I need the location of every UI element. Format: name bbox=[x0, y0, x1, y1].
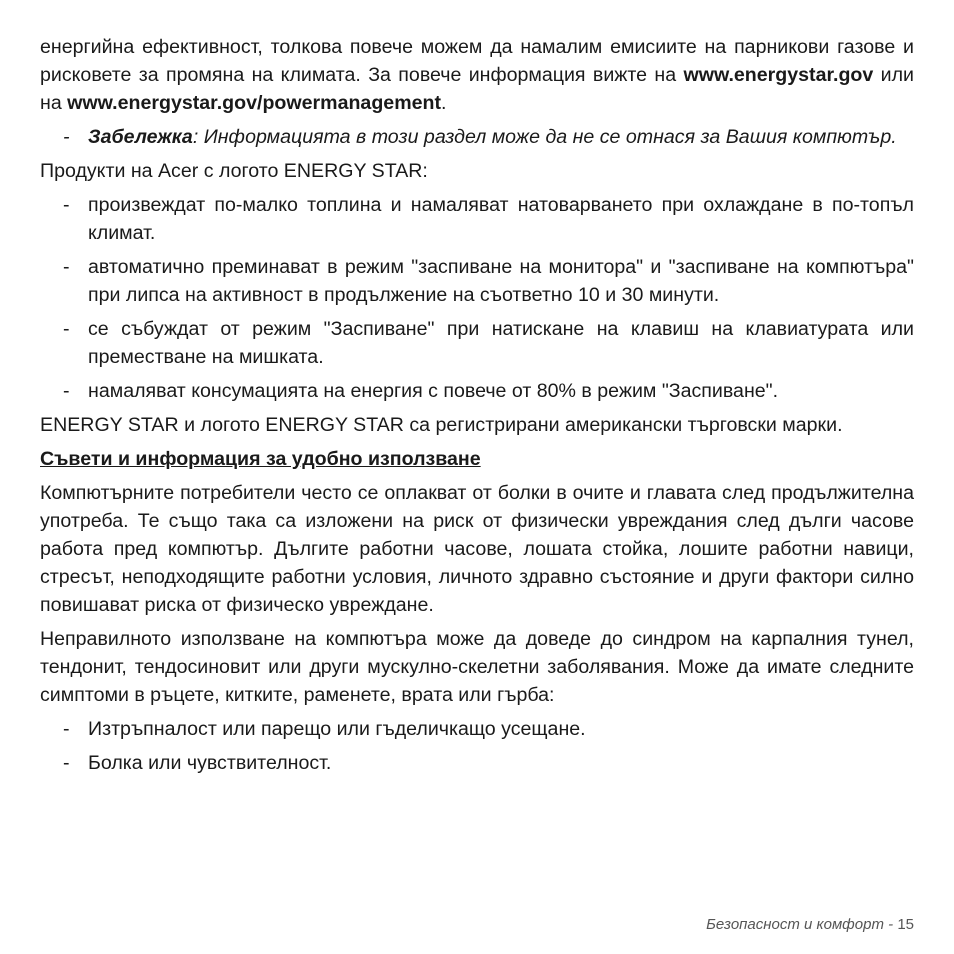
footer-separator: - bbox=[883, 916, 898, 933]
list-item-text: се събуждат от режим "Заспиване" при натискане на клавиш на клавиатурата или преместване на мишката. bbox=[88, 318, 914, 368]
symptom-bullet-list bbox=[40, 715, 914, 777]
page-number: 15 bbox=[897, 916, 914, 933]
list-item bbox=[40, 715, 914, 743]
document-page bbox=[40, 33, 914, 783]
note-label: Забележка bbox=[88, 126, 193, 148]
powermanagement-link[interactable]: www.energystar.gov/powermanagement bbox=[67, 92, 442, 114]
list-item-text: Изтръпналост или парещо или гъделичкащо усещане. bbox=[88, 718, 586, 740]
energystar-link[interactable]: www.energystar.gov bbox=[683, 64, 874, 86]
trademark-paragraph: ENERGY STAR и логото ENERGY STAR са регистрирани американски търговски марки. bbox=[40, 414, 843, 436]
list-item bbox=[40, 749, 914, 777]
list-item bbox=[40, 377, 914, 405]
page-footer bbox=[706, 916, 914, 933]
bullet-dash: - bbox=[63, 318, 70, 340]
footer-section-title: Безопасност и комфорт bbox=[706, 916, 884, 933]
list-item-text: произвеждат по-малко топлина и намаляват натоварването при охлаждане в по-топъл климат. bbox=[88, 194, 914, 244]
list-item bbox=[40, 315, 914, 371]
section-heading: Съвети и информация за удобно използване bbox=[40, 448, 481, 470]
complaints-paragraph: Компютърните потребители често се оплакват от болки в очите и главата след продължителна употреба. Те също така са изложени на риск от физически увреждания след дълги часове работа пред компютър. Дългите работни часове, лошата стойка, лошите работни навици, стресът, неподходящите работни условия, личното здравно състояние и други фактори силно повишават риска от физическо увреждане. bbox=[40, 482, 914, 616]
bullet-dash: - bbox=[63, 194, 70, 216]
connector-text: или на bbox=[40, 64, 914, 114]
note-item bbox=[40, 123, 914, 151]
bullet-dash: - bbox=[63, 718, 70, 740]
energy-efficiency-paragraph: енергийна ефективност, толкова повече можем да намалим емисиите на парникови газове и рисковете за промяна на климата. За повече информация вижте на www.energystar.gov или на www.energystar.gov/powermanagement. bbox=[40, 36, 914, 114]
note-text: : Информацията в този раздел може да не се отнася за Вашия компютър. bbox=[192, 126, 897, 148]
paragraph-text: енергийна ефективност, толкова повече можем да намалим емисиите на парникови газове и рисковете за промяна на климата. За повече информация вижте на bbox=[40, 36, 914, 86]
list-item-text: Болка или чувствителност. bbox=[88, 752, 332, 774]
list-item-text: намаляват консумацията на енергия с повече от 80% в режим "Заспиване". bbox=[88, 380, 779, 402]
list-item bbox=[40, 253, 914, 309]
bullet-dash: - bbox=[63, 752, 70, 774]
product-bullet-list bbox=[40, 191, 914, 405]
products-intro: Продукти на Acer с логото ENERGY STAR: bbox=[40, 160, 428, 182]
list-item-text: автоматично преминават в режим "заспиване на монитора" и "заспиване на компютъра" при липса на активност в продължение на съответно 10 и 30 минути. bbox=[88, 256, 914, 306]
bullet-dash: - bbox=[63, 126, 70, 148]
bullet-dash: - bbox=[63, 380, 70, 402]
bullet-dash: - bbox=[63, 256, 70, 278]
improper-use-paragraph: Неправилното използване на компютъра може да доведе до синдром на карпалния тунел, тендонит, тендосиновит или други мускулно-скелетни заболявания. Може да имате следните симптоми в ръцете, китките, раменете, врата или гърба: bbox=[40, 628, 914, 706]
list-item bbox=[40, 191, 914, 247]
note-list bbox=[40, 123, 914, 151]
